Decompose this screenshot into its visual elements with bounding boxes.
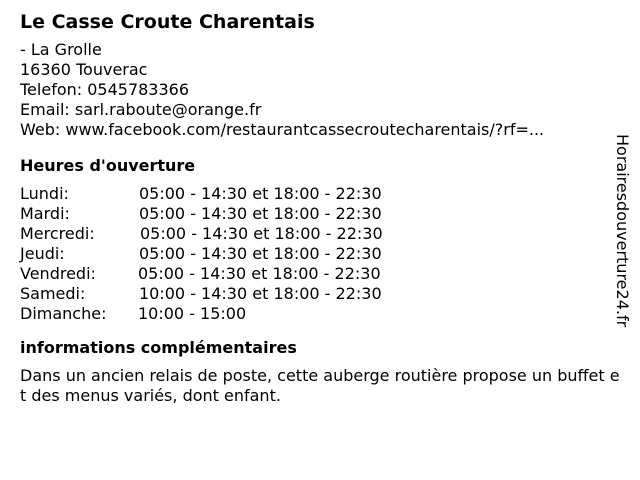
day-label: Jeudi:: [20, 244, 65, 263]
day-label: Dimanche:: [20, 304, 107, 323]
hours-row-samedi: [20, 284, 620, 304]
address-street: - La Grolle: [20, 40, 102, 59]
business-listing: [20, 8, 620, 406]
time-value: 05:00 - 14:30 et 18:00 - 22:30: [138, 264, 381, 283]
address-city: 16360 Touverac: [20, 60, 148, 79]
info-description: Dans un ancien relais de poste, cette auberge routière propose un buffet et des menus variés, dont enfant.: [20, 366, 620, 405]
day-label: Lundi:: [20, 184, 69, 203]
hours-row-lundi: [20, 184, 620, 204]
time-value: 05:00 - 14:30 et 18:00 - 22:30: [139, 204, 382, 223]
time-value: 05:00 - 14:30 et 18:00 - 22:30: [139, 244, 382, 263]
hours-row-jeudi: [20, 244, 620, 264]
phone-number[interactable]: Telefon: 0545783366: [20, 80, 190, 99]
hours-row-vendredi: [20, 264, 620, 284]
hours-row-mercredi: [20, 224, 620, 244]
day-label: Vendredi:: [20, 264, 96, 283]
watermark-text: Horairesdouverture24.fr: [613, 134, 632, 328]
hours-row-mardi: [20, 204, 620, 224]
time-value: 10:00 - 14:30 et 18:00 - 22:30: [139, 284, 382, 303]
day-label: Mardi:: [20, 204, 70, 223]
hours-table: [20, 184, 620, 324]
hours-heading: Heures d'ouverture: [20, 156, 196, 175]
day-label: Samedi:: [20, 284, 86, 303]
day-label: Mercredi:: [20, 224, 95, 243]
hours-row-dimanche: [20, 304, 620, 324]
time-value: 05:00 - 14:30 et 18:00 - 22:30: [140, 224, 383, 243]
address-block: [20, 40, 620, 140]
watermark: [610, 134, 634, 374]
time-value: 05:00 - 14:30 et 18:00 - 22:30: [139, 184, 382, 203]
time-value: 10:00 - 15:00: [138, 304, 247, 323]
website-link[interactable]: Web: www.facebook.com/restaurantcassecroutecharentais/?rf=...: [20, 120, 545, 139]
email-address[interactable]: Email: sarl.raboute@orange.fr: [20, 100, 262, 119]
business-title: Le Casse Croute Charentais: [20, 11, 315, 33]
info-heading: informations complémentaires: [20, 338, 297, 357]
